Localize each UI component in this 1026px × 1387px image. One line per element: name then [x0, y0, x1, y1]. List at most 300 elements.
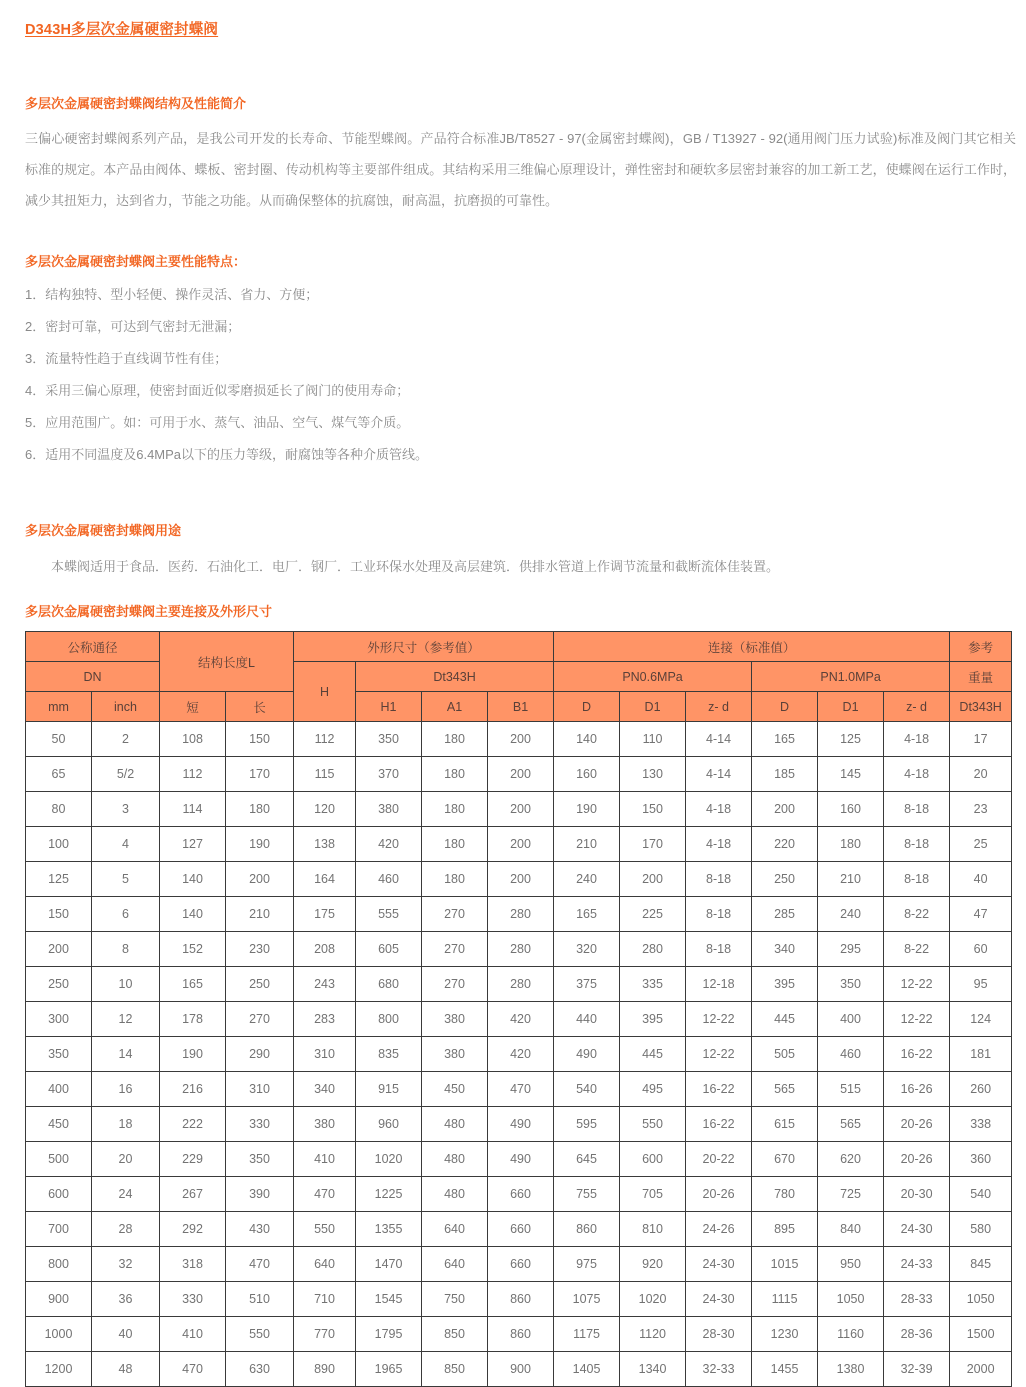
table-cell: 860 — [488, 1317, 554, 1352]
table-cell: 330 — [226, 1107, 294, 1142]
table-cell: 1075 — [554, 1282, 620, 1317]
table-cell: 40 — [950, 862, 1012, 897]
table-cell: 5/2 — [92, 757, 160, 792]
table-cell: 112 — [294, 722, 356, 757]
table-row — [26, 792, 1012, 827]
table-cell: 350 — [26, 1037, 92, 1072]
table-cell: 680 — [356, 967, 422, 1002]
table-cell: 390 — [226, 1177, 294, 1212]
header-col-duan: 短 — [160, 692, 226, 722]
table-cell: 1020 — [620, 1282, 686, 1317]
spec-table-head — [26, 632, 1012, 722]
table-cell: 4-18 — [884, 757, 950, 792]
table-row — [26, 1282, 1012, 1317]
table-cell: 460 — [818, 1037, 884, 1072]
spec-table-wrapper — [0, 621, 1026, 1387]
table-cell: 115 — [294, 757, 356, 792]
table-cell: 178 — [160, 1002, 226, 1037]
table-cell: 340 — [752, 932, 818, 967]
table-cell: 1340 — [620, 1352, 686, 1387]
table-cell: 950 — [818, 1247, 884, 1282]
table-row — [26, 1142, 1012, 1177]
header-col-h1: H1 — [356, 692, 422, 722]
table-row — [26, 932, 1012, 967]
table-cell: 420 — [488, 1037, 554, 1072]
table-cell: 4-18 — [686, 792, 752, 827]
table-cell: 140 — [554, 722, 620, 757]
table-cell: 152 — [160, 932, 226, 967]
table-cell: 24-26 — [686, 1212, 752, 1247]
table-cell: 460 — [356, 862, 422, 897]
table-cell: 450 — [422, 1072, 488, 1107]
table-cell: 28-30 — [686, 1317, 752, 1352]
table-cell: 108 — [160, 722, 226, 757]
table-cell: 229 — [160, 1142, 226, 1177]
table-cell: 725 — [818, 1177, 884, 1212]
table-cell: 12-18 — [686, 967, 752, 1002]
section-heading-intro: 多层次金属硬密封蝶阀结构及性能简介 — [25, 96, 247, 111]
table-cell: 20-26 — [884, 1107, 950, 1142]
table-cell: 280 — [488, 932, 554, 967]
section-heading-features: 多层次金属硬密封蝶阀主要性能特点： — [25, 253, 247, 269]
table-cell: 780 — [752, 1177, 818, 1212]
table-cell: 750 — [422, 1282, 488, 1317]
table-cell: 210 — [818, 862, 884, 897]
table-cell: 395 — [620, 1002, 686, 1037]
table-cell: 200 — [488, 792, 554, 827]
table-cell: 8-18 — [884, 792, 950, 827]
header-weight-line2: 重量 — [950, 662, 1012, 692]
table-cell: 280 — [488, 897, 554, 932]
table-cell: 80 — [26, 792, 92, 827]
table-cell: 645 — [554, 1142, 620, 1177]
table-cell: 960 — [356, 1107, 422, 1142]
table-cell: 28-36 — [884, 1317, 950, 1352]
list-item: 3．流量特性趋于直线调节性有佳； — [25, 351, 228, 366]
table-cell: 210 — [226, 897, 294, 932]
table-cell: 1545 — [356, 1282, 422, 1317]
table-cell: 24-30 — [686, 1247, 752, 1282]
header-col-a1: A1 — [422, 692, 488, 722]
header-dn-group: 公称通径 — [26, 632, 160, 662]
table-cell: 190 — [160, 1037, 226, 1072]
table-cell: 17 — [950, 722, 1012, 757]
table-cell: 240 — [818, 897, 884, 932]
table-cell: 1015 — [752, 1247, 818, 1282]
table-cell: 40 — [92, 1317, 160, 1352]
header-length-group: 结构长度L — [160, 632, 294, 692]
table-cell: 20-30 — [884, 1177, 950, 1212]
table-cell: 130 — [620, 757, 686, 792]
list-item: 6．适用不同温度及6.4MPa以下的压力等级，耐腐蚀等各种介质管线。 — [25, 447, 429, 462]
table-cell: 12-22 — [686, 1002, 752, 1037]
table-cell: 4-18 — [884, 722, 950, 757]
table-cell: 770 — [294, 1317, 356, 1352]
table-cell: 470 — [488, 1072, 554, 1107]
header-col-b1: B1 — [488, 692, 554, 722]
table-cell: 190 — [554, 792, 620, 827]
table-cell: 470 — [226, 1247, 294, 1282]
table-cell: 208 — [294, 932, 356, 967]
table-cell: 18 — [92, 1107, 160, 1142]
table-cell: 1115 — [752, 1282, 818, 1317]
table-cell: 1965 — [356, 1352, 422, 1387]
table-cell: 310 — [226, 1072, 294, 1107]
table-cell: 160 — [554, 757, 620, 792]
table-row — [26, 827, 1012, 862]
table-cell: 24 — [92, 1177, 160, 1212]
table-cell: 240 — [554, 862, 620, 897]
table-cell: 380 — [294, 1107, 356, 1142]
table-cell: 340 — [294, 1072, 356, 1107]
table-cell: 550 — [294, 1212, 356, 1247]
table-cell: 20-26 — [884, 1142, 950, 1177]
table-cell: 16-22 — [884, 1037, 950, 1072]
header-outline-group: 外形尺寸（参考值） — [294, 632, 554, 662]
table-cell: 445 — [752, 1002, 818, 1037]
table-cell: 32-33 — [686, 1352, 752, 1387]
table-cell: 165 — [160, 967, 226, 1002]
table-cell: 292 — [160, 1212, 226, 1247]
table-cell: 8-18 — [884, 827, 950, 862]
table-cell: 16-22 — [686, 1072, 752, 1107]
table-cell: 28-33 — [884, 1282, 950, 1317]
table-cell: 1405 — [554, 1352, 620, 1387]
table-cell: 180 — [422, 827, 488, 862]
table-cell: 8-18 — [884, 862, 950, 897]
table-cell: 1000 — [26, 1317, 92, 1352]
header-col-d-pn10: D — [752, 692, 818, 722]
table-cell: 330 — [160, 1282, 226, 1317]
table-cell: 3 — [92, 792, 160, 827]
table-cell: 65 — [26, 757, 92, 792]
table-cell: 605 — [356, 932, 422, 967]
table-cell: 1175 — [554, 1317, 620, 1352]
table-cell: 565 — [752, 1072, 818, 1107]
table-cell: 6 — [92, 897, 160, 932]
table-cell: 860 — [554, 1212, 620, 1247]
table-cell: 24-30 — [686, 1282, 752, 1317]
table-cell: 490 — [488, 1142, 554, 1177]
table-cell: 900 — [26, 1282, 92, 1317]
table-cell: 640 — [422, 1212, 488, 1247]
table-cell: 124 — [950, 1002, 1012, 1037]
table-cell: 600 — [26, 1177, 92, 1212]
table-cell: 225 — [620, 897, 686, 932]
table-cell: 410 — [294, 1142, 356, 1177]
table-cell: 200 — [26, 932, 92, 967]
table-cell: 660 — [488, 1177, 554, 1212]
table-cell: 2 — [92, 722, 160, 757]
intro-paragraph: 三偏心硬密封蝶阀系列产品，是我公司开发的长寿命、节能型蝶阀。产品符合标准JB/T8527 - 97(金属密封蝶阀)，GB / T13927 - 92(通用阀门压力试验)标准及阀门其它相关标准的规定。本产品由阀体、蝶板、密封圈、传动机构等主要部件组成。其结构采用三维偏心原理设计，弹性密封和硬软多层密封兼容的加工新工艺，使蝶阀在运行工作时，减少其扭矩力，达到省力，节能之功能。从而确保整体的抗腐蚀，耐高温，抗磨损的可靠性。 — [25, 130, 1016, 208]
table-cell: 420 — [488, 1002, 554, 1037]
header-col-d1-pn10: D1 — [818, 692, 884, 722]
table-cell: 20-26 — [686, 1177, 752, 1212]
table-cell: 150 — [226, 722, 294, 757]
table-cell: 495 — [620, 1072, 686, 1107]
table-cell: 350 — [226, 1142, 294, 1177]
table-cell: 216 — [160, 1072, 226, 1107]
table-cell: 145 — [818, 757, 884, 792]
table-cell: 180 — [422, 757, 488, 792]
table-cell: 283 — [294, 1002, 356, 1037]
table-cell: 410 — [160, 1317, 226, 1352]
table-cell: 565 — [818, 1107, 884, 1142]
header-weight-line1: 参考 — [950, 632, 1012, 662]
table-cell: 200 — [226, 862, 294, 897]
header-row-3 — [26, 692, 1012, 722]
table-cell: 25 — [950, 827, 1012, 862]
table-cell: 200 — [752, 792, 818, 827]
table-cell: 100 — [26, 827, 92, 862]
header-pn10: PN1.0MPa — [752, 662, 950, 692]
header-col-h: H — [294, 662, 356, 722]
table-cell: 615 — [752, 1107, 818, 1142]
table-cell: 490 — [488, 1107, 554, 1142]
table-cell: 380 — [422, 1002, 488, 1037]
table-cell: 480 — [422, 1177, 488, 1212]
table-cell: 700 — [26, 1212, 92, 1247]
table-cell: 660 — [488, 1247, 554, 1282]
table-cell: 290 — [226, 1037, 294, 1072]
table-cell: 200 — [488, 827, 554, 862]
header-dn-sub: DN — [26, 662, 160, 692]
table-cell: 180 — [422, 862, 488, 897]
table-cell: 180 — [818, 827, 884, 862]
table-cell: 890 — [294, 1352, 356, 1387]
table-cell: 270 — [422, 897, 488, 932]
table-cell: 170 — [226, 757, 294, 792]
table-cell: 12-22 — [686, 1037, 752, 1072]
table-cell: 915 — [356, 1072, 422, 1107]
table-cell: 8-18 — [686, 862, 752, 897]
table-cell: 480 — [422, 1142, 488, 1177]
table-row — [26, 1247, 1012, 1282]
table-cell: 500 — [26, 1142, 92, 1177]
table-cell: 16-22 — [686, 1107, 752, 1142]
table-cell: 430 — [226, 1212, 294, 1247]
table-cell: 28 — [92, 1212, 160, 1247]
table-cell: 595 — [554, 1107, 620, 1142]
table-cell: 170 — [620, 827, 686, 862]
table-cell: 1470 — [356, 1247, 422, 1282]
table-cell: 285 — [752, 897, 818, 932]
table-cell: 1230 — [752, 1317, 818, 1352]
table-cell: 8 — [92, 932, 160, 967]
table-cell: 395 — [752, 967, 818, 1002]
table-cell: 260 — [950, 1072, 1012, 1107]
header-pn06: PN0.6MPa — [554, 662, 752, 692]
table-cell: 267 — [160, 1177, 226, 1212]
header-col-d-pn06: D — [554, 692, 620, 722]
table-cell: 338 — [950, 1107, 1012, 1142]
table-cell: 32-39 — [884, 1352, 950, 1387]
table-cell: 1380 — [818, 1352, 884, 1387]
table-cell: 470 — [294, 1177, 356, 1212]
section-heading-dimensions: 多层次金属硬密封蝶阀主要连接及外形尺寸 — [25, 603, 273, 619]
table-row — [26, 757, 1012, 792]
table-cell: 920 — [620, 1247, 686, 1282]
table-cell: 222 — [160, 1107, 226, 1142]
table-cell: 185 — [752, 757, 818, 792]
table-cell: 127 — [160, 827, 226, 862]
table-cell: 125 — [818, 722, 884, 757]
table-cell: 630 — [226, 1352, 294, 1387]
table-cell: 140 — [160, 862, 226, 897]
table-cell: 860 — [488, 1282, 554, 1317]
page-title-text: D343H多层次金属硬密封蝶阀 — [25, 22, 219, 38]
table-cell: 20 — [92, 1142, 160, 1177]
table-cell: 200 — [488, 757, 554, 792]
usage-paragraph: 本蝶阀适用于食品．医药．石油化工．电厂．钢厂．工业环保水处理及高层建筑．供排水管道上作调节流量和截断流体佳装置。 — [51, 558, 780, 574]
table-cell: 210 — [554, 827, 620, 862]
table-cell: 4-18 — [686, 827, 752, 862]
list-item: 4．采用三偏心原理，使密封面近似零磨损延长了阀门的使用寿命； — [25, 383, 410, 398]
table-cell: 660 — [488, 1212, 554, 1247]
table-cell: 380 — [422, 1037, 488, 1072]
table-cell: 375 — [554, 967, 620, 1002]
table-cell: 445 — [620, 1037, 686, 1072]
header-col-inch: inch — [92, 692, 160, 722]
table-cell: 32 — [92, 1247, 160, 1282]
table-cell: 640 — [422, 1247, 488, 1282]
table-cell: 810 — [620, 1212, 686, 1247]
header-col-d1-pn06: D1 — [620, 692, 686, 722]
table-cell: 5 — [92, 862, 160, 897]
spec-table-body — [26, 722, 1012, 1387]
table-cell: 800 — [26, 1247, 92, 1282]
table-cell: 2000 — [950, 1352, 1012, 1387]
table-cell: 600 — [620, 1142, 686, 1177]
table-cell: 125 — [26, 862, 92, 897]
table-cell: 250 — [226, 967, 294, 1002]
table-cell: 480 — [422, 1107, 488, 1142]
table-cell: 20 — [950, 757, 1012, 792]
table-cell: 1120 — [620, 1317, 686, 1352]
table-cell: 360 — [950, 1142, 1012, 1177]
table-cell: 1225 — [356, 1177, 422, 1212]
table-cell: 705 — [620, 1177, 686, 1212]
features-list — [0, 279, 1026, 471]
table-cell: 120 — [294, 792, 356, 827]
table-cell: 670 — [752, 1142, 818, 1177]
table-cell: 850 — [422, 1352, 488, 1387]
table-row — [26, 897, 1012, 932]
table-cell: 8-18 — [686, 897, 752, 932]
table-cell: 50 — [26, 722, 92, 757]
table-cell: 280 — [488, 967, 554, 1002]
table-cell: 165 — [554, 897, 620, 932]
table-cell: 164 — [294, 862, 356, 897]
table-cell: 350 — [356, 722, 422, 757]
table-cell: 350 — [818, 967, 884, 1002]
table-cell: 440 — [554, 1002, 620, 1037]
table-cell: 16 — [92, 1072, 160, 1107]
table-cell: 180 — [226, 792, 294, 827]
table-cell: 320 — [554, 932, 620, 967]
table-cell: 8-22 — [884, 897, 950, 932]
table-cell: 112 — [160, 757, 226, 792]
table-cell: 800 — [356, 1002, 422, 1037]
section-heading-usage: 多层次金属硬密封蝶阀用途 — [25, 523, 182, 538]
table-cell: 160 — [818, 792, 884, 827]
table-cell: 550 — [226, 1317, 294, 1352]
table-row — [26, 1212, 1012, 1247]
table-cell: 1355 — [356, 1212, 422, 1247]
header-outline-model: Dt343H — [356, 662, 554, 692]
table-cell: 975 — [554, 1247, 620, 1282]
header-weight-line3: Dt343H — [950, 692, 1012, 722]
table-cell: 515 — [818, 1072, 884, 1107]
table-cell: 10 — [92, 967, 160, 1002]
table-cell: 470 — [160, 1352, 226, 1387]
table-cell: 230 — [226, 932, 294, 967]
table-cell: 850 — [422, 1317, 488, 1352]
table-cell: 150 — [620, 792, 686, 827]
table-cell: 300 — [26, 1002, 92, 1037]
table-row — [26, 967, 1012, 1002]
table-row — [26, 1002, 1012, 1037]
table-cell: 580 — [950, 1212, 1012, 1247]
table-cell: 190 — [226, 827, 294, 862]
table-cell: 181 — [950, 1037, 1012, 1072]
header-connect-group: 连接（标准值） — [554, 632, 950, 662]
table-cell: 550 — [620, 1107, 686, 1142]
list-item: 2．密封可靠，可达到气密封无泄漏； — [25, 319, 241, 334]
table-row — [26, 1177, 1012, 1212]
table-cell: 380 — [356, 792, 422, 827]
table-cell: 36 — [92, 1282, 160, 1317]
table-cell: 4-14 — [686, 722, 752, 757]
table-cell: 1050 — [818, 1282, 884, 1317]
header-col-zd-pn06: z- d — [686, 692, 752, 722]
table-row — [26, 722, 1012, 757]
table-cell: 60 — [950, 932, 1012, 967]
table-row — [26, 1037, 1012, 1072]
table-cell: 8-22 — [884, 932, 950, 967]
header-col-mm: mm — [26, 692, 92, 722]
table-cell: 14 — [92, 1037, 160, 1072]
header-col-chang: 长 — [226, 692, 294, 722]
table-cell: 295 — [818, 932, 884, 967]
header-col-zd-pn10: z- d — [884, 692, 950, 722]
table-cell: 370 — [356, 757, 422, 792]
header-row-1 — [26, 632, 1012, 662]
table-cell: 12-22 — [884, 1002, 950, 1037]
table-cell: 1050 — [950, 1282, 1012, 1317]
table-cell: 270 — [422, 932, 488, 967]
table-row — [26, 1317, 1012, 1352]
table-cell: 840 — [818, 1212, 884, 1247]
table-cell: 200 — [488, 722, 554, 757]
table-cell: 175 — [294, 897, 356, 932]
table-cell: 243 — [294, 967, 356, 1002]
table-cell: 200 — [620, 862, 686, 897]
table-cell: 280 — [620, 932, 686, 967]
table-cell: 540 — [554, 1072, 620, 1107]
table-cell: 270 — [226, 1002, 294, 1037]
table-cell: 620 — [818, 1142, 884, 1177]
table-cell: 12-22 — [884, 967, 950, 1002]
table-cell: 710 — [294, 1282, 356, 1317]
table-cell: 755 — [554, 1177, 620, 1212]
table-cell: 640 — [294, 1247, 356, 1282]
table-cell: 1500 — [950, 1317, 1012, 1352]
table-cell: 555 — [356, 897, 422, 932]
table-row — [26, 1107, 1012, 1142]
table-cell: 220 — [752, 827, 818, 862]
table-cell: 845 — [950, 1247, 1012, 1282]
